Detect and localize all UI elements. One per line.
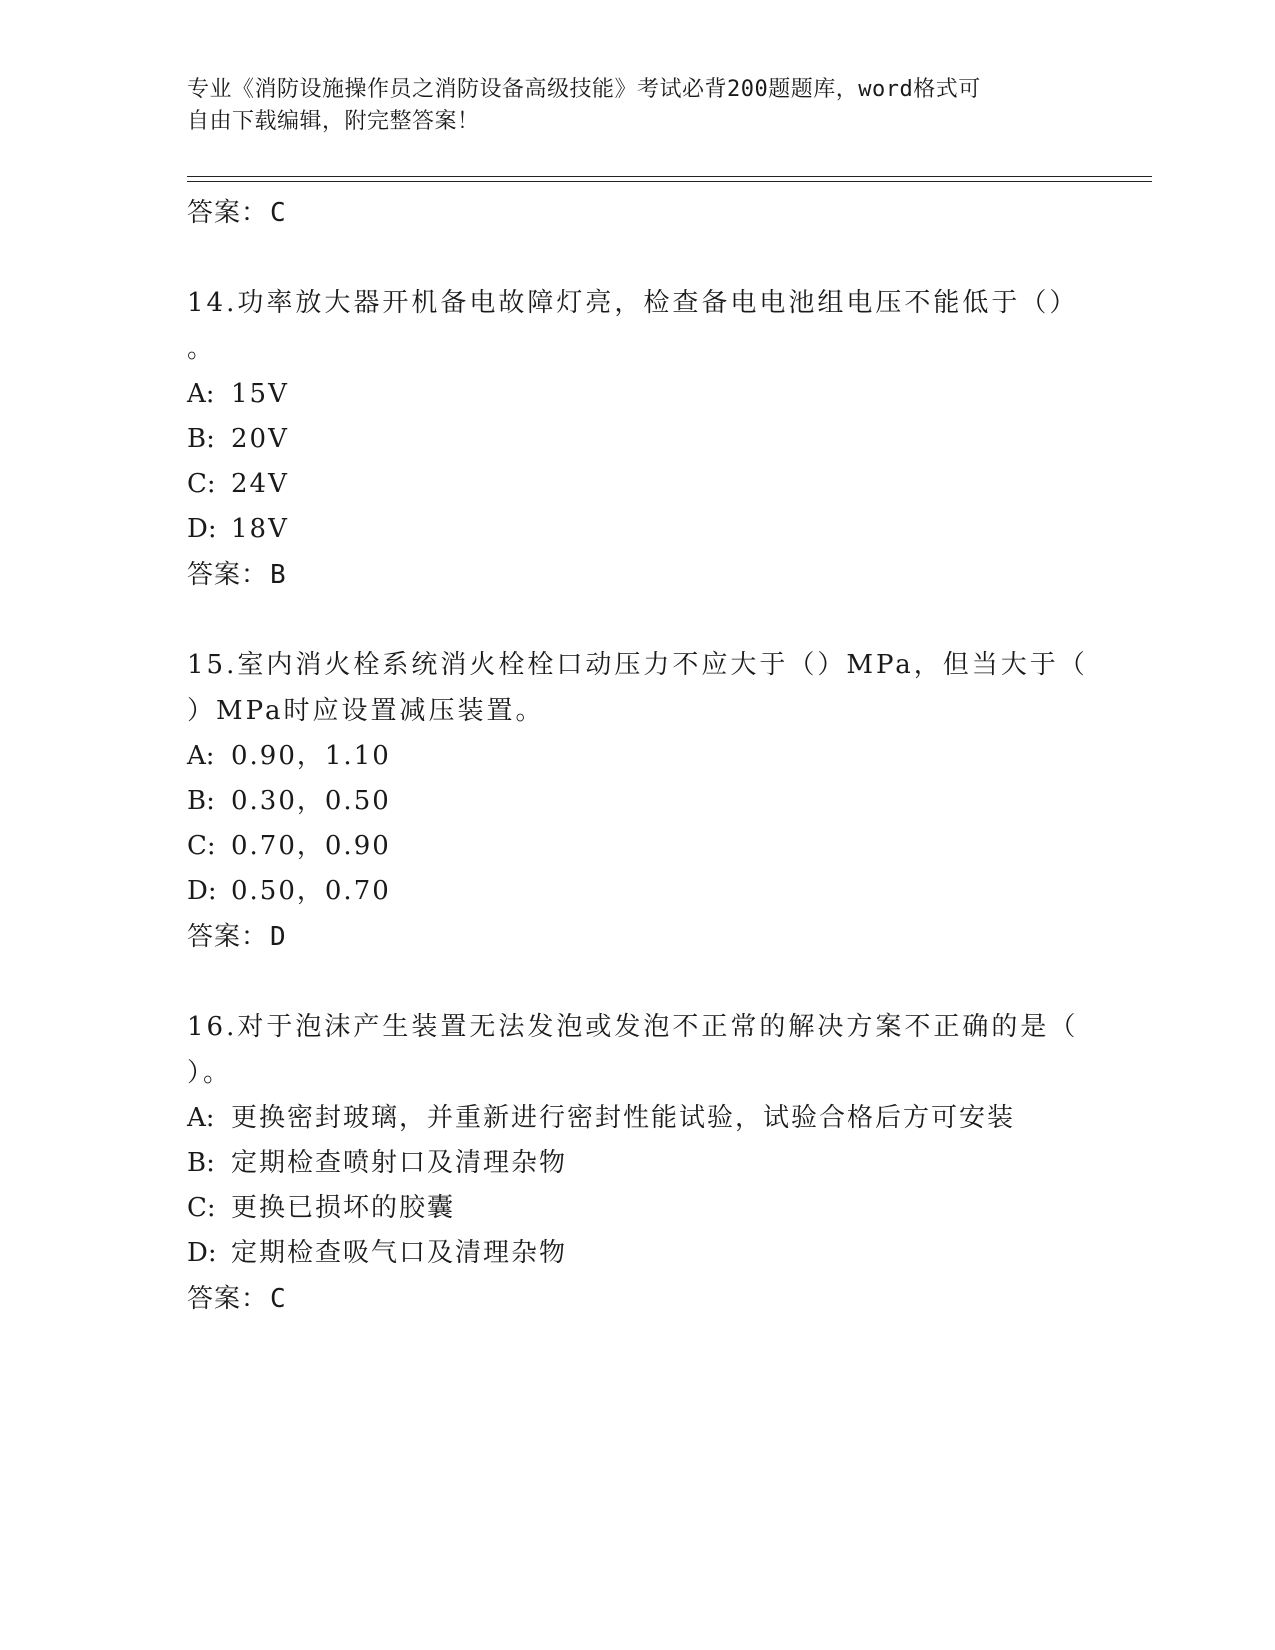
option-b [187,779,1107,824]
option-c [187,462,1107,507]
option-key: C: [187,831,216,861]
option-key: D: [187,876,217,906]
answer-label: 答案： [187,560,269,590]
option-text: 24V [231,469,289,499]
option-text: 18V [231,514,289,544]
option-c [187,824,1107,869]
answer-value: C [270,1284,286,1314]
question-14 [187,280,1107,598]
option-key: A: [187,379,215,409]
option-key: B: [187,1148,215,1178]
question-16 [187,1004,1107,1322]
option-text: 15V [231,379,289,409]
answer-value: B [270,560,286,590]
option-text: 0.30，0.50 [231,786,391,816]
header-rule-bottom [187,181,1152,182]
option-text: 0.50，0.70 [231,876,391,906]
answer-value: C [270,198,286,228]
option-text: 定期检查吸气口及清理杂物 [231,1238,568,1268]
option-key: D: [187,514,217,544]
document-header [187,74,1067,138]
option-text: 0.90，1.10 [231,741,391,771]
question-list [187,190,1107,1322]
option-a [187,1096,1107,1141]
question-stem-continued: ）MPa时应设置减压装置。 [187,696,545,726]
header-line-2: 自由下载编辑，附完整答案！ [187,109,480,134]
option-key: A: [187,741,215,771]
option-key: D: [187,1238,217,1268]
answer-line [187,914,1107,960]
option-b [187,417,1107,462]
option-b [187,1141,1107,1186]
answer-value: D [270,922,286,952]
option-a [187,734,1107,779]
option-d [187,1231,1107,1276]
option-text: 0.70，0.90 [231,831,391,861]
answer-line [187,552,1107,598]
answer-line [187,1276,1107,1322]
question-15 [187,642,1107,960]
option-a [187,372,1107,417]
answer-line [187,190,1107,236]
option-c [187,1186,1107,1231]
question-stem-continued: ）。 [187,1058,233,1088]
option-text: 20V [231,424,289,454]
option-key: C: [187,469,216,499]
header-rule-top [187,176,1152,177]
question-stem-continued: 。 [187,334,217,364]
header-line-1: 专业《消防设施操作员之消防设备高级技能》考试必背200题题库，word格式可 [187,77,981,102]
option-text: 更换密封玻璃，并重新进行密封性能试验，试验合格后方可安装 [231,1103,1016,1133]
question-stem: 16.对于泡沫产生装置无法发泡或发泡不正常的解决方案不正确的是（ [187,1012,1079,1042]
answer-label: 答案： [187,922,269,952]
option-key: B: [187,786,215,816]
option-text: 更换已损坏的胶囊 [231,1193,456,1223]
option-key: B: [187,424,215,454]
question-stem: 15.室内消火栓系统消火栓栓口动压力不应大于（）MPa，但当大于（ [187,650,1088,680]
option-key: A: [187,1103,215,1133]
option-key: C: [187,1193,216,1223]
answer-label: 答案： [187,198,269,228]
answer-label: 答案： [187,1284,269,1314]
question-stem: 14.功率放大器开机备电故障灯亮，检查备电电池组电压不能低于（） [187,288,1079,318]
option-d [187,869,1107,914]
option-text: 定期检查喷射口及清理杂物 [231,1148,568,1178]
option-d [187,507,1107,552]
